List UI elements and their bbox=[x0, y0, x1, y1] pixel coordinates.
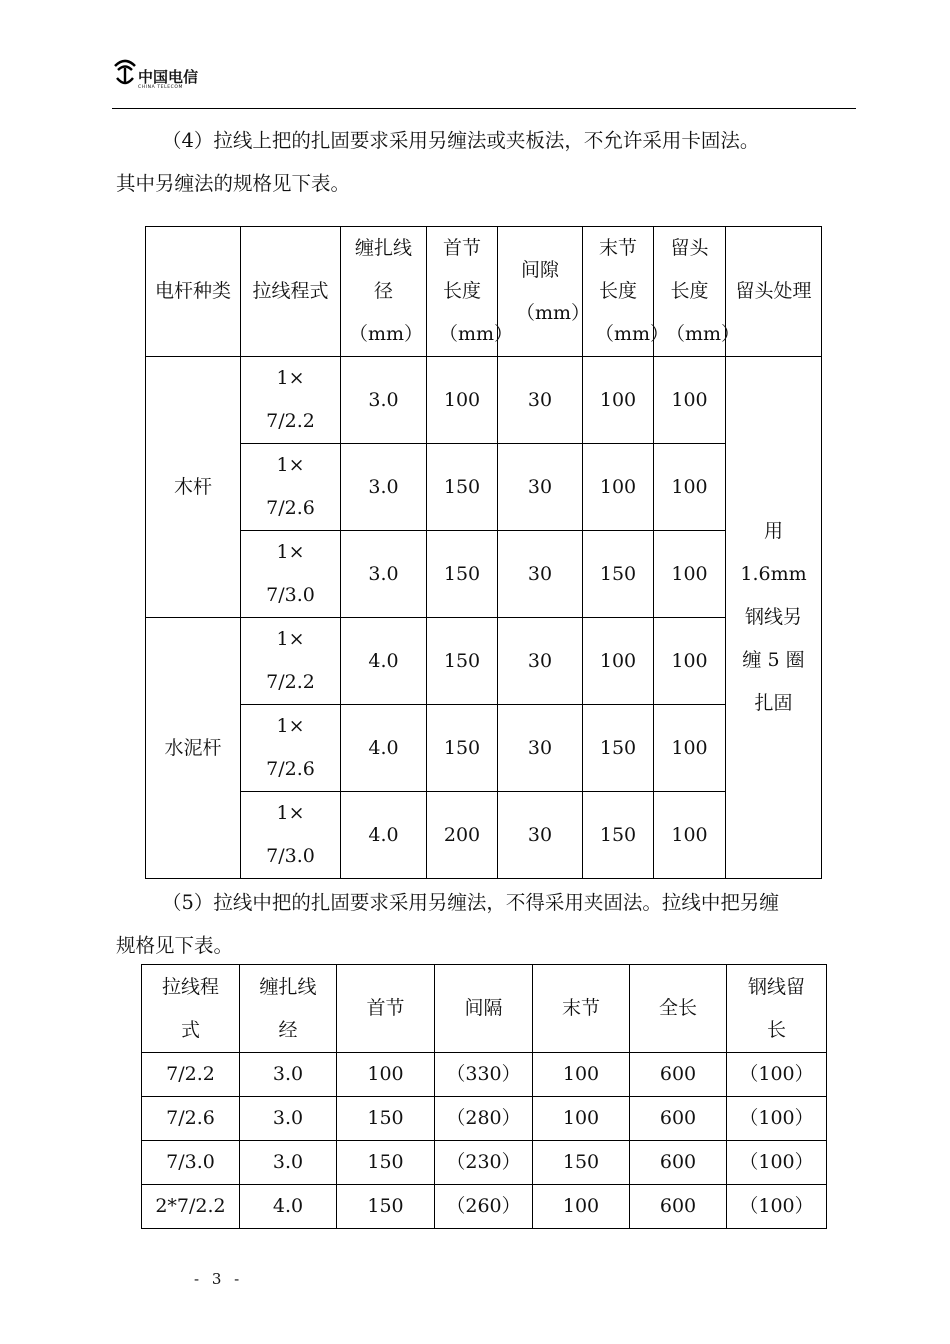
paragraph-5-line-1: （5）拉线中把的扎固要求采用另缠法，不得采用夹固法。拉线中把另缠 bbox=[162, 891, 779, 914]
pole-type-cell: 水泥杆 bbox=[146, 618, 241, 879]
header-cell: 拉线程式 bbox=[142, 965, 240, 1053]
last-length-cell: 150 bbox=[583, 705, 654, 792]
header-cell: 全长 bbox=[630, 965, 727, 1053]
paragraph-4-line-1: （4）拉线上把的扎固要求采用另缠法或夹板法，不允许采用卡固法。 bbox=[162, 129, 760, 152]
diameter-cell: 3.0 bbox=[341, 444, 427, 531]
table-cell: （100） bbox=[727, 1185, 827, 1229]
table-cell: 7/3.0 bbox=[142, 1141, 240, 1185]
gap-cell: 30 bbox=[498, 618, 583, 705]
paragraph-5-line-2: 规格见下表。 bbox=[116, 934, 234, 957]
page-number: - 3 - bbox=[194, 1270, 244, 1288]
diameter-cell: 3.0 bbox=[341, 531, 427, 618]
tail-length-cell: 100 bbox=[654, 792, 726, 879]
spec-cell: 1× 7/2.2 bbox=[241, 357, 341, 444]
header-cell: 首节长度（mm） bbox=[427, 227, 498, 357]
table-row bbox=[142, 1141, 827, 1185]
first-length-cell: 200 bbox=[427, 792, 498, 879]
telecom-logo-icon bbox=[112, 58, 138, 88]
gap-cell: 30 bbox=[498, 705, 583, 792]
gap-cell: 30 bbox=[498, 531, 583, 618]
first-length-cell: 150 bbox=[427, 618, 498, 705]
last-length-cell: 100 bbox=[583, 444, 654, 531]
gap-cell: 30 bbox=[498, 444, 583, 531]
spec-cell: 1× 7/3.0 bbox=[241, 792, 341, 879]
table-cell: 600 bbox=[630, 1097, 727, 1141]
diameter-cell: 4.0 bbox=[341, 705, 427, 792]
paragraph-5 bbox=[116, 881, 856, 967]
first-length-cell: 150 bbox=[427, 444, 498, 531]
table-header-row bbox=[142, 965, 827, 1053]
last-length-cell: 100 bbox=[583, 618, 654, 705]
table-cell: 150 bbox=[337, 1141, 435, 1185]
company-logo bbox=[112, 58, 212, 96]
table-cell: 150 bbox=[337, 1185, 435, 1229]
diameter-cell: 3.0 bbox=[341, 357, 427, 444]
header-cell: 首节 bbox=[337, 965, 435, 1053]
header-cell: 电杆种类 bbox=[146, 227, 241, 357]
table-cell: 2*7/2.2 bbox=[142, 1185, 240, 1229]
header-cell: 留头长度（mm） bbox=[654, 227, 726, 357]
table-cell: 600 bbox=[630, 1185, 727, 1229]
table-cell: 600 bbox=[630, 1053, 727, 1097]
first-length-cell: 150 bbox=[427, 705, 498, 792]
first-length-cell: 100 bbox=[427, 357, 498, 444]
table-cell: （330） bbox=[435, 1053, 533, 1097]
table-cell: 100 bbox=[337, 1053, 435, 1097]
header-cell: 留头处理 bbox=[726, 227, 822, 357]
tail-length-cell: 100 bbox=[654, 705, 726, 792]
table-cell: 100 bbox=[533, 1097, 630, 1141]
table-row bbox=[146, 444, 822, 531]
header-cell: 间隙（mm） bbox=[498, 227, 583, 357]
table-row bbox=[142, 1097, 827, 1141]
paragraph-4-line-2: 其中另缠法的规格见下表。 bbox=[116, 172, 351, 195]
table-row bbox=[142, 1053, 827, 1097]
header-cell: 末节 bbox=[533, 965, 630, 1053]
table-cell: 4.0 bbox=[240, 1185, 337, 1229]
header-cell: 末节长度（mm） bbox=[583, 227, 654, 357]
logo-text: 中国电信 bbox=[138, 68, 199, 86]
table-row bbox=[146, 531, 822, 618]
middle-guy-binding-table bbox=[141, 964, 827, 1229]
spec-cell: 1× 7/2.6 bbox=[241, 444, 341, 531]
table-header-row bbox=[146, 227, 822, 357]
table-cell: 150 bbox=[337, 1097, 435, 1141]
table-cell: 3.0 bbox=[240, 1097, 337, 1141]
table-row bbox=[146, 618, 822, 705]
header-cell: 钢线留长 bbox=[727, 965, 827, 1053]
table-row bbox=[146, 357, 822, 444]
table-cell: （280） bbox=[435, 1097, 533, 1141]
tail-length-cell: 100 bbox=[654, 444, 726, 531]
spec-cell: 1× 7/2.2 bbox=[241, 618, 341, 705]
table-cell: 7/2.2 bbox=[142, 1053, 240, 1097]
paragraph-4 bbox=[116, 119, 856, 205]
upper-guy-binding-table bbox=[145, 226, 822, 879]
table-cell: 100 bbox=[533, 1185, 630, 1229]
header-cell: 缠扎线经 bbox=[240, 965, 337, 1053]
table-cell: 100 bbox=[533, 1053, 630, 1097]
treatment-cell: 用 1.6mm 钢线另 缠 5 圈 扎固 bbox=[726, 357, 822, 879]
gap-cell: 30 bbox=[498, 792, 583, 879]
table-cell: 7/2.6 bbox=[142, 1097, 240, 1141]
table-cell: （100） bbox=[727, 1141, 827, 1185]
header-cell: 间隔 bbox=[435, 965, 533, 1053]
tail-length-cell: 100 bbox=[654, 531, 726, 618]
header-cell: 拉线程式 bbox=[241, 227, 341, 357]
pole-type-cell: 木杆 bbox=[146, 357, 241, 618]
tail-length-cell: 100 bbox=[654, 357, 726, 444]
table-row bbox=[142, 1185, 827, 1229]
table-cell: 3.0 bbox=[240, 1053, 337, 1097]
diameter-cell: 4.0 bbox=[341, 618, 427, 705]
last-length-cell: 100 bbox=[583, 357, 654, 444]
gap-cell: 30 bbox=[498, 357, 583, 444]
table-cell: 600 bbox=[630, 1141, 727, 1185]
spec-cell: 1× 7/2.6 bbox=[241, 705, 341, 792]
tail-length-cell: 100 bbox=[654, 618, 726, 705]
table-cell: 3.0 bbox=[240, 1141, 337, 1185]
table-cell: （260） bbox=[435, 1185, 533, 1229]
header-cell: 缠扎线径（mm） bbox=[341, 227, 427, 357]
table-cell: 150 bbox=[533, 1141, 630, 1185]
table-cell: （100） bbox=[727, 1097, 827, 1141]
table-row bbox=[146, 792, 822, 879]
diameter-cell: 4.0 bbox=[341, 792, 427, 879]
header-rule bbox=[112, 108, 856, 109]
spec-cell: 1× 7/3.0 bbox=[241, 531, 341, 618]
last-length-cell: 150 bbox=[583, 531, 654, 618]
table-row bbox=[146, 705, 822, 792]
logo-subtext: CHINA TELECOM bbox=[138, 85, 184, 90]
first-length-cell: 150 bbox=[427, 531, 498, 618]
table-cell: （230） bbox=[435, 1141, 533, 1185]
last-length-cell: 150 bbox=[583, 792, 654, 879]
table-cell: （100） bbox=[727, 1053, 827, 1097]
